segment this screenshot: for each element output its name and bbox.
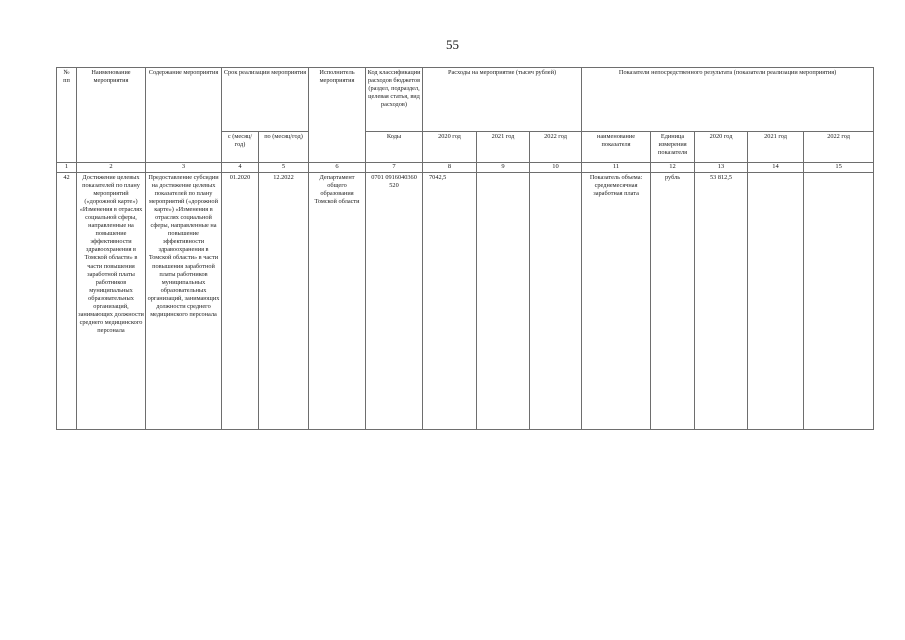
row-unit: рубль bbox=[651, 173, 695, 430]
header-codes-title: Код классификации расходов бюджетов (раздел, подраздел, целевая статья, вид расходов) bbox=[366, 68, 423, 132]
header-codes: Коды bbox=[366, 132, 423, 163]
row-executor: Департамент общего образования Томской области bbox=[309, 173, 366, 430]
row-from: 01.2020 bbox=[222, 173, 259, 430]
header-content: Содержание мероприятия bbox=[146, 68, 222, 163]
col-number: 12 bbox=[651, 163, 695, 173]
row-name: Достижение целевых показателей по плану мероприятий («дорожной карте») «Изменения в отраслях социальной сферы, направленные на повышение эффективности здравоохранения в Томской области» в части повышения заработной платы работников муниципальных образовательных организаций, занимающих должности среднего медицинского персонала bbox=[77, 173, 146, 430]
row-ind-2021 bbox=[748, 173, 804, 430]
col-number: 3 bbox=[146, 163, 222, 173]
col-number: 1 bbox=[57, 163, 77, 173]
row-ind-2022 bbox=[804, 173, 874, 430]
row-num: 42 bbox=[57, 173, 77, 430]
col-number: 6 bbox=[309, 163, 366, 173]
header-expenses: Расходы на мероприятие (тысяч рублей) bbox=[423, 68, 582, 132]
row-to: 12.2022 bbox=[259, 173, 309, 430]
header-term-from: с (месяц/год) bbox=[222, 132, 259, 163]
table-row bbox=[57, 173, 874, 430]
header-name: Наименование мероприятия bbox=[77, 68, 146, 163]
row-indicator: Показатель объема: среднемесячная заработная плата bbox=[582, 173, 651, 430]
row-content: Предоставление субсидии на достижение целевых показателей по плану мероприятий («дорожной карте») «Изменения в отраслях социальной сферы, направленные на повышение эффективности здравоохранения в Томской области» в части повышения заработной платы работников муниципальных образовательных организаций, занимающих должности среднего медицинского персонала bbox=[146, 173, 222, 430]
col-number: 15 bbox=[804, 163, 874, 173]
row-ind-2020: 53 812,5 bbox=[695, 173, 748, 430]
page-number: 55 bbox=[446, 37, 459, 52]
header-exp-year-2021: 2021 год bbox=[477, 132, 530, 163]
header-term: Срок реализации мероприятия bbox=[222, 68, 309, 132]
header-ind-year-2022: 2022 год bbox=[804, 132, 874, 163]
col-number: 11 bbox=[582, 163, 651, 173]
header-results: Показатели непосредственного результата (показатели реализации мероприятия) bbox=[582, 68, 874, 132]
header-ind-year-2021: 2021 год bbox=[748, 132, 804, 163]
col-number: 9 bbox=[477, 163, 530, 173]
header-executor: Исполнитель мероприятия bbox=[309, 68, 366, 163]
col-number: 4 bbox=[222, 163, 259, 173]
row-codes: 0701 0916040360 520 bbox=[366, 173, 423, 430]
col-number: 7 bbox=[366, 163, 423, 173]
row-exp-2022 bbox=[530, 173, 582, 430]
col-number: 10 bbox=[530, 163, 582, 173]
activities-table bbox=[56, 67, 874, 430]
header-term-to: по (месяц/год) bbox=[259, 132, 309, 163]
col-number: 5 bbox=[259, 163, 309, 173]
header-exp-year-2022: 2022 год bbox=[530, 132, 582, 163]
col-number: 8 bbox=[423, 163, 477, 173]
col-number: 14 bbox=[748, 163, 804, 173]
header-ind-year-2020: 2020 год bbox=[695, 132, 748, 163]
header-indicator-name: наименование показателя bbox=[582, 132, 651, 163]
header-exp-year-2020: 2020 год bbox=[423, 132, 477, 163]
header-unit: Единица измерения показателя bbox=[651, 132, 695, 163]
row-exp-2020: 7042,5 bbox=[423, 173, 477, 430]
col-number: 13 bbox=[695, 163, 748, 173]
col-number: 2 bbox=[77, 163, 146, 173]
row-exp-2021 bbox=[477, 173, 530, 430]
header-num: № пп bbox=[57, 68, 77, 163]
